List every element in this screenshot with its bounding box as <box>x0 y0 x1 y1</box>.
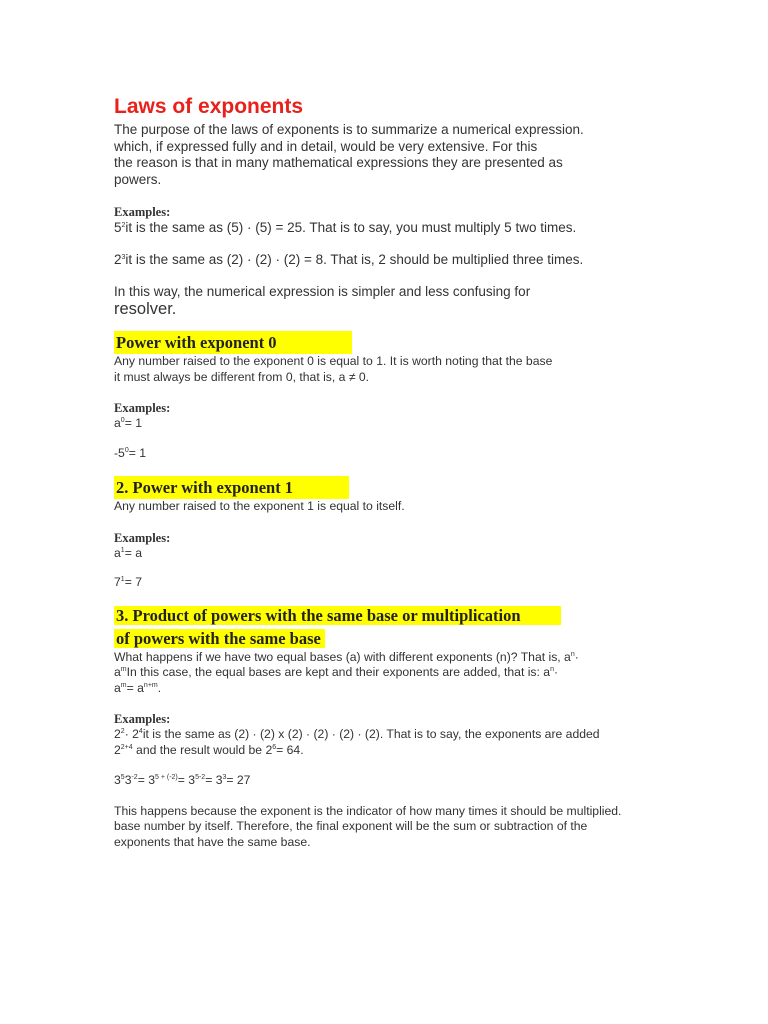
section-heading-product-of-powers: 3. Product of powers with the same base or multiplication of powers with the same base <box>114 604 674 650</box>
section0-example-1: $a^0= 1$ <box>114 416 142 430</box>
section1-example-2: $7^1= 7$ <box>114 575 142 589</box>
intro-example-2: $2^3it$ is the same as (2) · (2) · (2) = 8. That is, 2 should be multiplied three times. <box>114 251 584 267</box>
conclusion-line: resolver. <box>114 299 177 318</box>
section3-closing: This happens because the exponent is the indicator of how many times it should be multiplied. base number by itself. Therefore, the final exponent will be the sum or subtraction of the exponents that have the same base. <box>114 803 622 849</box>
examples-label: Examples: <box>114 401 171 415</box>
section1-body: Any number raised to the exponent 1 is equal to itself. <box>114 499 405 513</box>
intro-line: powers. <box>114 171 162 187</box>
conclusion-paragraph <box>114 284 674 317</box>
intro-example-1: $5^2it$ is the same as (5) · (5) = 25. That is to say, you must multiply 5 two times. <box>114 220 577 235</box>
examples-label: Examples: <box>114 712 171 726</box>
intro-line: the reason is that in many mathematical expressions they are presented as <box>114 155 563 170</box>
section1-example-1: $a^1= a$ <box>114 545 142 560</box>
intro-paragraph <box>114 122 674 188</box>
section-heading-exponent-1: 2. Power with exponent 1 <box>114 476 674 499</box>
page-title: Laws of exponents <box>114 95 304 118</box>
section0-body: Any number raised to the exponent 0 is equal to 1. It is worth noting that the base it must always be different from 0, that is, a ≠ 0. <box>114 354 553 384</box>
section3-example-2: $3^53^{-2}= 3^{5 + (-2)}= 3^{5-2}= 3^3= 27$ <box>114 773 251 787</box>
examples-label: Examples: <box>114 205 171 219</box>
conclusion-line: In this way, the numerical expression is simpler and less confusing for <box>114 284 531 299</box>
examples-label: Examples: <box>114 530 171 545</box>
section3-example-1: $2^2\cdot 2^4it$ is the same as (2) · (2) x (2) · (2) · (2) · (2). That is to say, the exponents are added $2^{2+4}$ and the result would be $2^6= 64$. <box>114 727 600 757</box>
section-heading-exponent-0: Power with exponent 0 <box>114 331 674 354</box>
intro-line: which, if expressed fully and in detail, would be very extensive. For this <box>114 138 538 154</box>
section0-example-2: $-5^0= 1$ <box>114 445 147 460</box>
document-page <box>114 92 674 850</box>
intro-line: The purpose of the laws of exponents is to summarize a numerical expression. <box>114 122 584 137</box>
section3-body: What happens if we have two equal bases (a) with different exponents (n)? That is, $a^n\cdot$ $a^mIn$ this case, the equal bases are kept and their exponents are added, that is: $a^n\cdot$ $a^m= a^{n+m}$. <box>114 649 579 695</box>
